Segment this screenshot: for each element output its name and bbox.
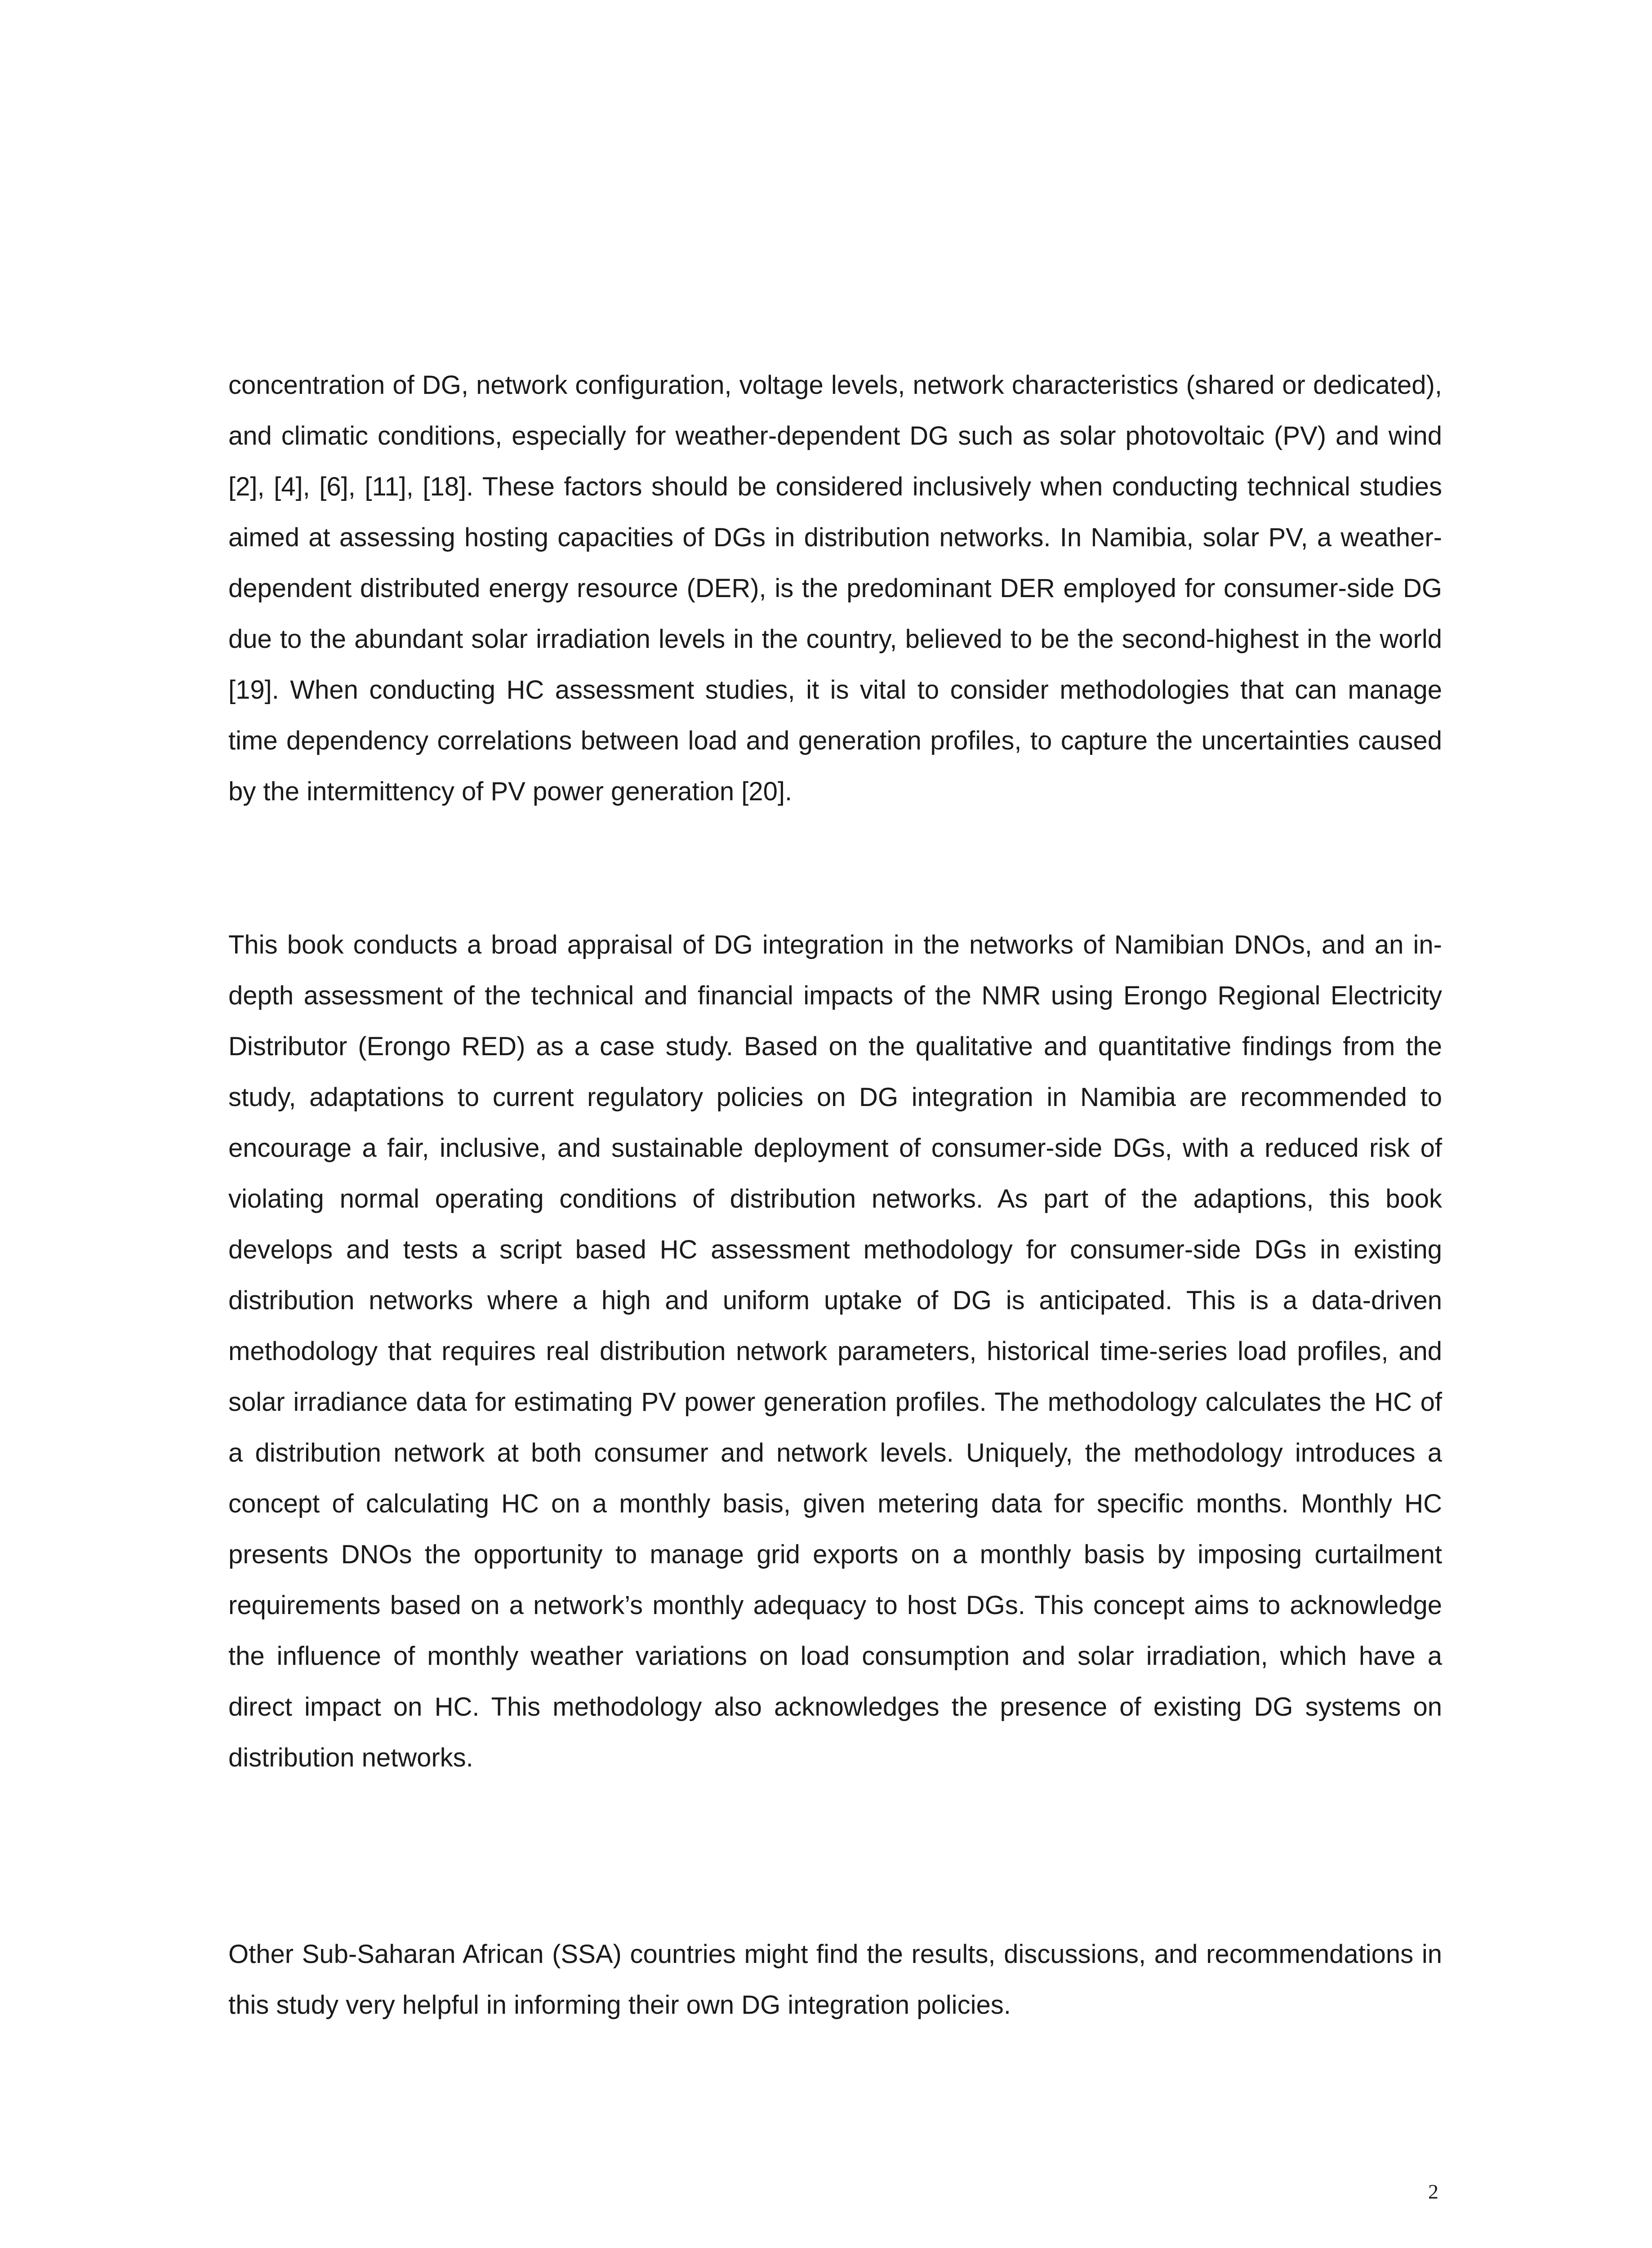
paragraph-3 xyxy=(228,1929,1442,2030)
paragraph-1 xyxy=(228,360,1442,817)
paragraph-2 xyxy=(228,919,1442,1783)
paragraph-1-text: concentration of DG, network configuration, voltage levels, network characteristics (shared or dedicated), and climatic conditions, especially for weather-dependent DG such as solar photovoltaic (PV) and wind [2], [4], [6], [11], [18]. These factors should be considered inclusively when conducting technical studies aimed at assessing hosting capacities of DGs in distribution networks. In Namibia, solar PV, a weather-dependent distributed energy resource (DER), is the predominant DER employed for consumer-side DG due to the abundant solar irradiation levels in the country, believed to be the second-highest in the world [19]. When conducting HC assessment studies, it is vital to consider methodologies that can manage time dependency correlations between load and generation profiles, to capture the uncertainties caused by the intermittency of PV power generation [20]. xyxy=(228,370,1442,806)
paragraph-3-text: Other Sub-Saharan African (SSA) countries might find the results, discussions, and recommendations in this study very helpful in informing their own DG integration policies. xyxy=(228,1940,1442,2020)
page-number: 2 xyxy=(1428,2180,1438,2203)
paragraph-2-text: This book conducts a broad appraisal of DG integration in the networks of Namibian DNOs, and an in-depth assessment of the technical and financial impacts of the NMR using Erongo Regional Electricity Distributor (Erongo RED) as a case study. Based on the qualitative and quantitative findings from the study, adaptations to current regulatory policies on DG integration in Namibia are recommended to encourage a fair, inclusive, and sustainable deployment of consumer-side DGs, with a reduced risk of violating normal operating conditions of distribution networks. As part of the adaptions, this book develops and tests a script based HC assessment methodology for consumer-side DGs in existing distribution networks where a high and uniform uptake of DG is anticipated. This is a data-driven methodology that requires real distribution network parameters, historical time-series load profiles, and solar irradiance data for estimating PV power generation profiles. The methodology calculates the HC of a distribution network at both consumer and network levels. Uniquely, the methodology introduces a concept of calculating HC on a monthly basis, given metering data for specific months. Monthly HC presents DNOs the opportunity to manage grid exports on a monthly basis by imposing curtailment requirements based on a network’s monthly adequacy to host DGs. This concept aims to acknowledge the influence of monthly weather variations on load consumption and solar irradiation, which have a direct impact on HC. This methodology also acknowledges the presence of existing DG systems on distribution networks. xyxy=(228,930,1442,1772)
